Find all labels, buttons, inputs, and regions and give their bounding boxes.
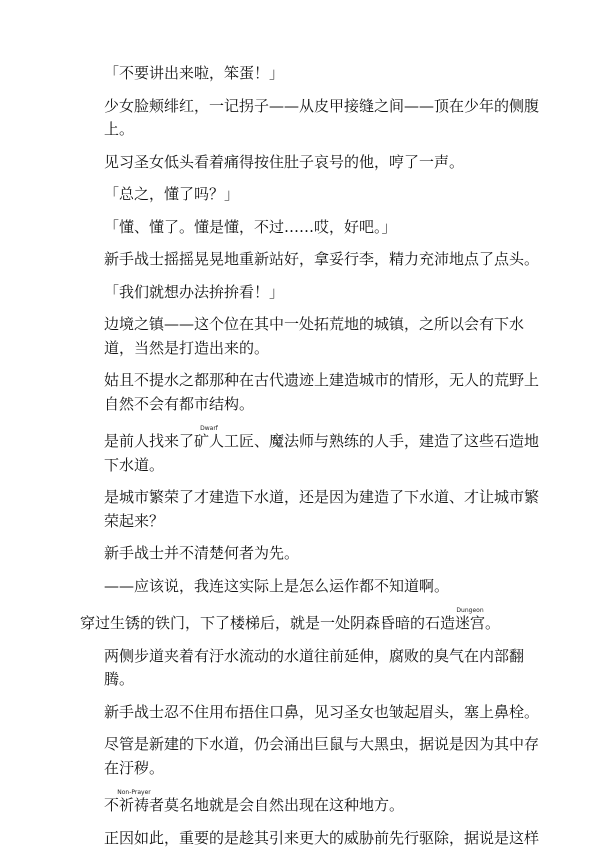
ruby-base: 迷宫 [455,614,486,632]
ruby-text: Non-Prayer [104,789,164,796]
narration-paragraph: 姑且不提水之都那种在古代遗迹上建造城市的情形，无人的荒野上自然不会有都市结构。 [104,371,540,413]
text-segment: 工匠、魔法师与熟练的人手，建造了这些石造地下水道。 [104,432,540,474]
narration-paragraph: 正因如此，重要的是趁其引来更大的威胁前先行驱除，据说是这样 [104,828,540,847]
ruby-base: 不祈祷者 [104,796,165,814]
narration-paragraph-with-ruby [104,789,544,818]
ruby-text: Dwarf [194,425,225,432]
narration-paragraph: 两侧步道夹着有汙水流动的水道往前延伸，腐败的臭气在内部翻腾。 [104,646,525,688]
text-segment: 穿过生锈的铁门，下了楼梯后，就是一处阴森昏暗的石造 [80,614,456,632]
narration-paragraph: 边境之镇——这个位在其中一处拓荒地的城镇，之所以会有下水道，当然是打造出来的。 [104,315,525,357]
narration-paragraph-with-ruby [80,607,544,636]
dialogue-paragraph: 「我们就想办法拚拚看！」 [104,282,285,301]
narration-paragraph: 是城市繁荣了才建造下水道，还是因为建造了下水道、才让城市繁荣起来？ [104,488,540,530]
narration-paragraph: 尽管是新建的下水道，仍会涌出巨鼠与大黑虫，据说是因为其中存在汙秽。 [104,735,540,777]
text-segment: 是前人找来了 [104,432,195,450]
ruby-annotation [455,607,486,632]
inner-thought-paragraph: ——应该说，我连这实际上是怎么运作都不知道啊。 [104,576,450,595]
dialogue-paragraph: 「总之，懂了吗？」 [104,185,240,203]
narration-paragraph: 见习圣女低头看着痛得按住肚子哀号的他，哼了一声。 [104,152,465,171]
dialogue-paragraph: 「懂、懂了。懂是懂，不过……哎，好吧。」 [104,217,397,236]
novel-text-body [80,62,544,859]
ruby-base: 矿人 [194,432,225,450]
dialogue-paragraph: 「不要讲出来啦，笨蛋！」 [104,64,285,82]
narration-paragraph: 新手战士并不清楚何者为先。 [104,544,300,562]
narration-paragraph: 新手战士摇摇晃晃地重新站好，拿妥行李，精力充沛地点了点头。 [104,250,540,268]
text-segment: 。 [485,614,501,632]
narration-paragraph-with-ruby [104,425,544,477]
ruby-annotation [194,425,225,450]
ruby-annotation [104,789,165,814]
text-segment: 莫名地就是会自然出现在这种地方。 [164,796,405,814]
narration-paragraph: 新手战士忍不住用布捂住口鼻，见习圣女也皱起眉头，塞上鼻栓。 [104,702,540,721]
ruby-text: Dungeon [455,607,486,614]
narration-paragraph: 少女脸颊绯红，一记拐子——从皮甲接缝之间——顶在少年的侧腹上。 [104,96,540,138]
